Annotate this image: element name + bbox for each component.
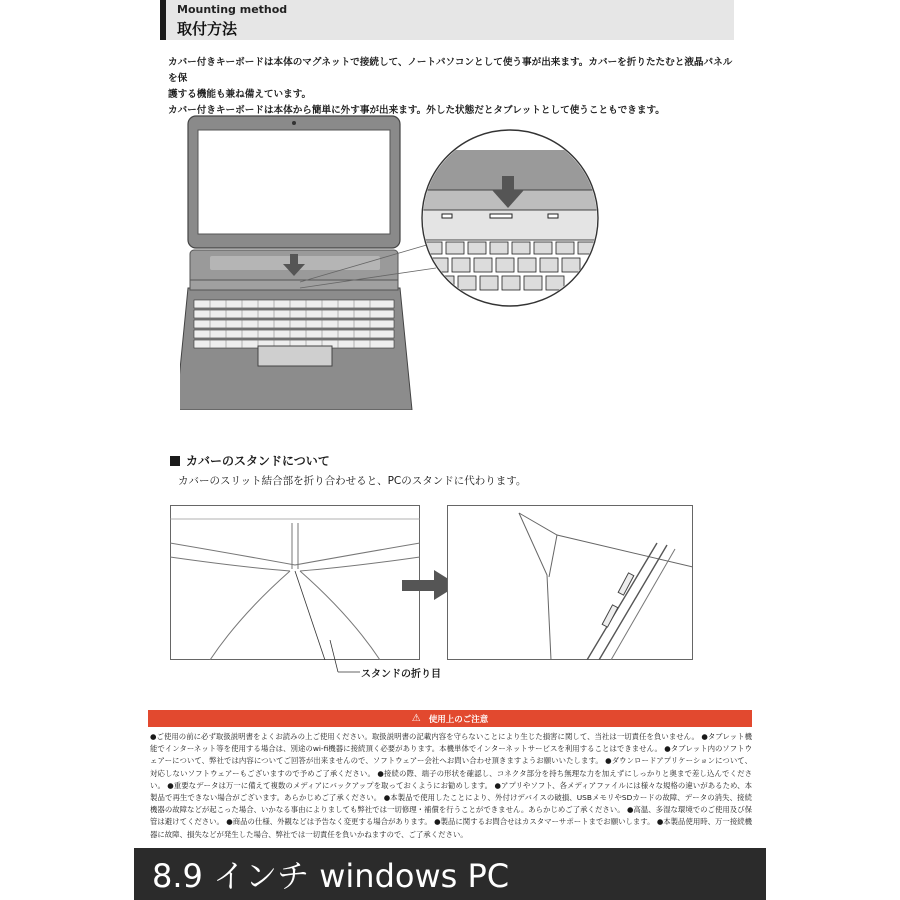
caution-title: 使用上のご注意 <box>428 714 489 725</box>
laptop-illustration <box>180 110 600 410</box>
caution-text: ●ご使用の前に必ず取扱説明書をよくお読みの上ご使用ください。取扱説明書の記載内容を守らないことにより生じた損害に関して、当社は一切責任を負いません。 ●タブレット機能でインターネット等を使用する場合は、別途のwi-fi機器に接続頂く必要があります。本機単体でインターネットサービスを利用することはできません。 ●タブレット内のソフトウェアーについて、弊社では内容についてご回答が出来ませんので、ソフトウェアー会社へお問い合わせ頂きますようお願いいたします。 ●ダウンロードアプリケーションについて、対応しないソフトウェアーもございますので予めご了承ください。 ●接続の際、端子の形状を確認し、コネクタ部分を持ち無理な力を加えずにしっかりと奥まで差し込んでください。 ●重要なデータは万一に備えて複数のメディアにバックアップを取っておくようにお勧めします。 ●アプリやソフト、各メディアファイルには様々な規格の違いがあるため、本製品で再生できない場合がございます。あらかじめご了承ください。 ●本製品で使用したことにより、外付けデバイスの破損、USBメモリやSDカードの故障、データの消失、接続機器の故障などが起こった場合、いかなる事由によりましても弊社では一切修理・補償を行うことができません。あらかじめご了承ください。 ●高温、多湿な環境でのご使用及び保管は避けてください。 ●商品の仕様、外観などは予告なく変更する場合があります。 ●製品に関するお問合せはカスタマーサポートまでお願いします。 ●本製品使用時、万一接続機器に故障、損失などが発生した場合、弊社では一切責任を負いかねますので、ご了承ください。 <box>150 732 752 839</box>
caution-header <box>148 710 752 727</box>
fold-label: スタンドの折り目 <box>361 669 441 680</box>
warning-triangle-icon: ⚠ <box>411 713 421 724</box>
header-accent <box>160 0 166 40</box>
page-title: 取付方法 <box>177 20 238 38</box>
section-heading-text: カバーのスタンドについて <box>186 454 330 468</box>
square-bullet-icon <box>170 456 180 466</box>
section-heading <box>170 452 330 469</box>
intro-line: 護する機能も兼ね備えています。 <box>168 89 312 100</box>
stand-diagram-flat <box>170 505 420 660</box>
intro-line: カバー付きキーボードは本体から簡単に外す事が出来ます。外した状態だとタブレットとして使うこともできます。 <box>168 105 665 116</box>
stand-diagram-folded <box>447 505 693 660</box>
section-description: カバーのスリット結合部を折り合わせると、PCのスタンドに代わります。 <box>178 475 527 487</box>
footer-title: 8.9 インチ windows PC <box>152 857 510 895</box>
header-subtitle: Mounting method <box>177 3 288 16</box>
intro-line: カバー付きキーボードは本体のマグネットで接続して、ノートパソコンとして使う事が出来ます。カバーを折りたたむと液晶パネルを保 <box>168 57 733 84</box>
